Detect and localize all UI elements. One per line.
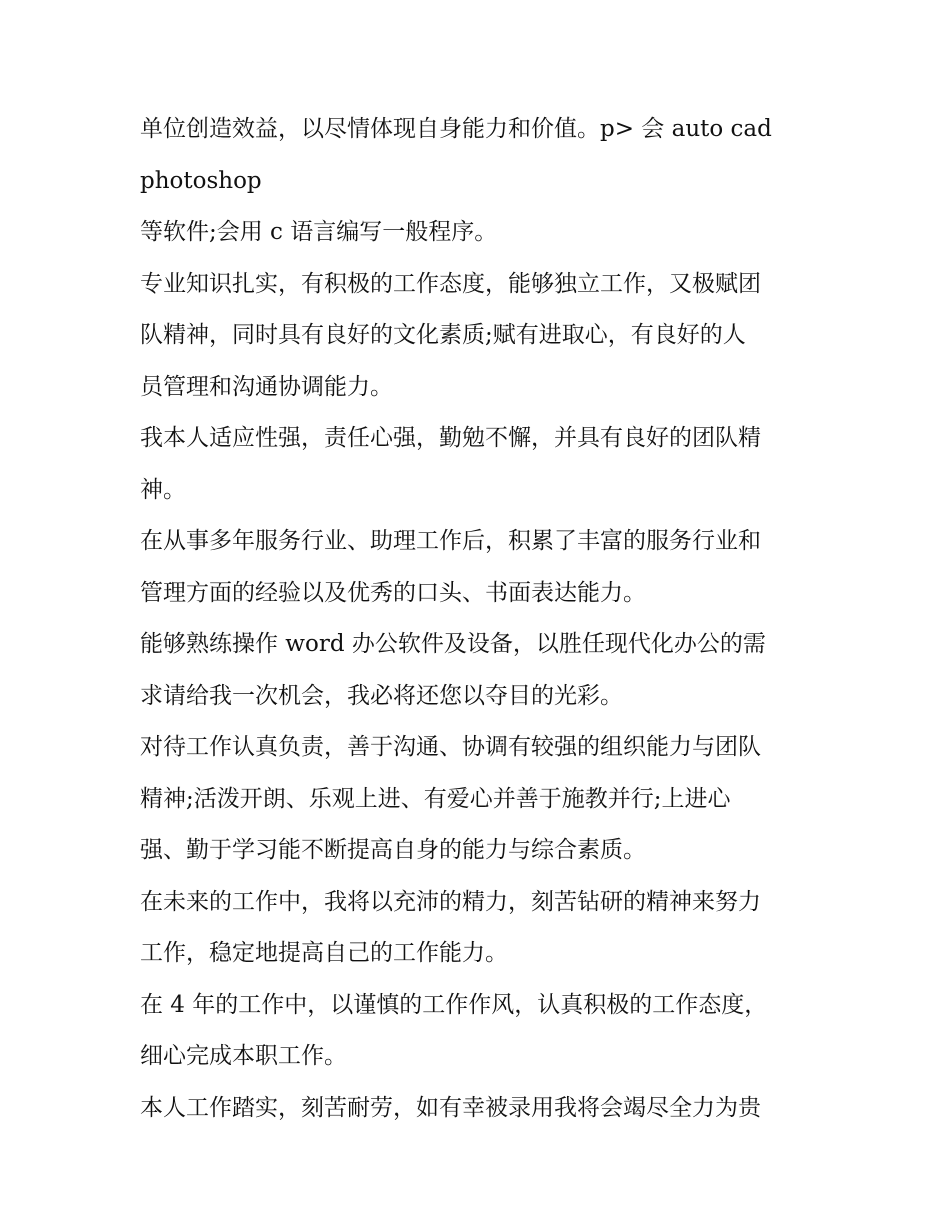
text-line: 强、勤于学习能不断提高自身的能力与综合素质。 xyxy=(140,837,646,863)
text-line: 对待工作认真负责，善于沟通、协调有较强的组织能力与团队 xyxy=(140,734,761,760)
text-line: 专业知识扎实，有积极的工作态度，能够独立工作，又极赋团 xyxy=(140,270,761,297)
text-line: 工作，稳定地提高自己的工作能力。 xyxy=(140,940,508,966)
text-line: 我本人适应性强，责任心强，勤勉不懈，并具有良好的团队精 xyxy=(140,425,761,451)
text-line: 员管理和沟通协调能力。 xyxy=(140,373,393,400)
text-line: 等软件;会用 c 语言编写一般程序。 xyxy=(140,219,498,245)
text-line: 能够熟练操作 word 办公软件及设备，以胜任现代化办公的需 xyxy=(140,631,766,657)
text-line: 本人工作踏实，刻苦耐劳，如有幸被录用我将会竭尽全力为贵 xyxy=(140,1094,761,1121)
text-line: 在从事多年服务行业、助理工作后，积累了丰富的服务行业和 xyxy=(140,528,761,554)
text-line: 在 4 年的工作中，以谨慎的工作作风，认真积极的工作态度， xyxy=(140,991,768,1018)
text-line: 在未来的工作中，我将以充沛的精力，刻苦钻研的精神来努力 xyxy=(140,888,761,915)
document-body xyxy=(140,104,820,1134)
text-line: 精神;活泼开朗、乐观上进、有爱心并善于施教并行;上进心 xyxy=(140,785,731,812)
text-line: 细心完成本职工作。 xyxy=(140,1043,347,1069)
text-line: photoshop xyxy=(140,167,262,194)
text-line: 队精神，同时具有良好的文化素质;赋有进取心，有良好的人 xyxy=(140,322,746,348)
text-line: 管理方面的经验以及优秀的口头、书面表达能力。 xyxy=(140,579,646,606)
text-line: 求请给我一次机会，我必将还您以夺目的光彩。 xyxy=(140,682,623,709)
text-line: 单位创造效益，以尽情体现自身能力和价值。p> 会 auto cad xyxy=(140,116,772,142)
text-line: 神。 xyxy=(140,476,186,503)
